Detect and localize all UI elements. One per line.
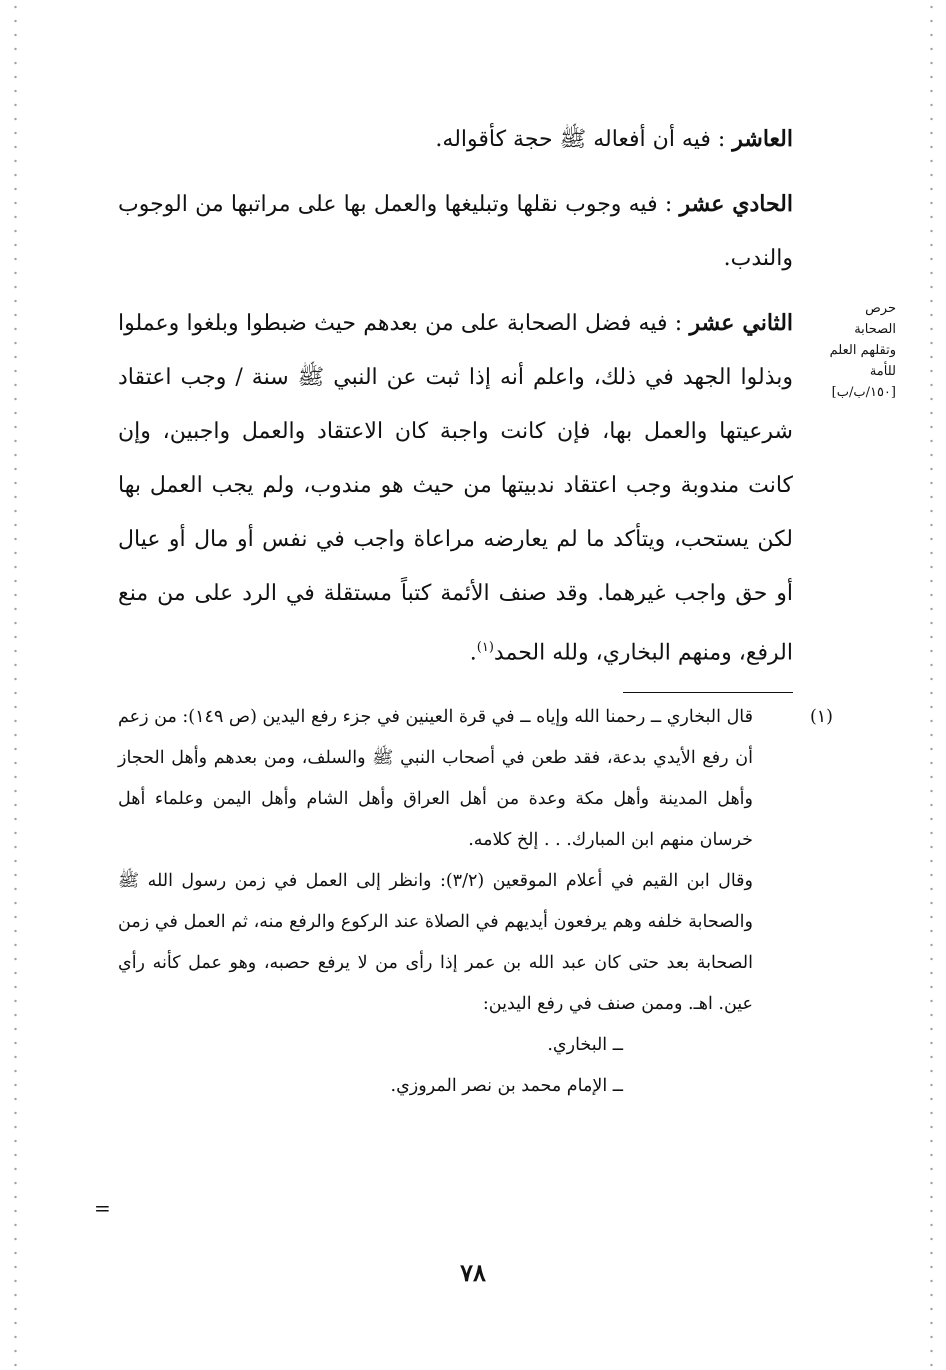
left-edge-scan-dots <box>14 0 17 1370</box>
page-body <box>118 112 833 1107</box>
footnote-author-list <box>118 1025 753 1107</box>
paragraph-eleventh <box>118 177 793 286</box>
page-number: ٧٨ <box>460 1258 486 1287</box>
paragraph-lead: الحادي عشر <box>679 191 793 217</box>
continuation-mark: = <box>94 1196 111 1220</box>
footnote-1 <box>118 697 833 1107</box>
margin-note-line: الصحابة <box>854 322 896 337</box>
list-item: ــ البخاري. <box>547 1035 623 1056</box>
margin-note-line: حرص <box>865 301 896 316</box>
manuscript-folio-ref: [١٥٠/ب/ب] <box>831 385 896 400</box>
paragraph-twelfth <box>118 296 793 680</box>
paragraph-text: : فيه أن أفعاله ﷺ حجة كأقواله. <box>435 127 726 152</box>
footnote-para-1 <box>118 697 833 861</box>
margin-note <box>806 298 896 403</box>
footnote-reference[interactable]: (١) <box>476 640 494 655</box>
footnote-number: (١) <box>809 707 833 728</box>
margin-note-line: وتقلهم العلم <box>829 343 896 358</box>
paragraph-end: . <box>469 640 477 666</box>
footnote-text: قال البخاري ــ رحمنا الله وإياه ــ في قرة العينين في جزء رفع اليدين (ص ١٤٩): من زعم أن رفع الأيدي بدعة، فقد طعن في أصحاب النبي ﷺ والسلف، ومن بعدهم وأهل الحجاز وأهل المدينة وأهل مكة وعدة من أهل العراق وأهل الشام وأهل اليمن وعلماء أهل خرسان منهم ابن المبارك. . . إلخ كلامه. <box>118 707 753 851</box>
footnote-separator <box>623 692 793 693</box>
paragraph-text: : فيه وجوب نقلها وتبليغها والعمل بها على مراتبها من الوجوب والندب. <box>118 192 793 271</box>
paragraph-text: : فيه فضل الصحابة على من بعدهم حيث ضبطوا وبلغوا وعملوا وبذلوا الجهد في ذلك، واعلم أنه إذا ثبت عن النبي ﷺ سنة / وجب اعتقاد شرعيتها والعمل بها، فإن كانت واجبة كان الاعتقاد والعمل واجبين، وإن كانت مندوبة وجب اعتقاد ندبيتها من حيث هو مندوب، ولم يجب العمل بها لكن يستحب، ويتأكد ما لم يعارضه مراعاة واجب في نفس أو مال أو عيال أو حق واجب غيرهما. وقد صنف الأئمة كتباً مستقلة في الرد على من منع الرفع، ومنهم البخاري، ولله الحمد <box>118 311 793 666</box>
paragraph-lead: العاشر <box>732 126 793 152</box>
paragraph-lead: الثاني عشر <box>689 310 794 336</box>
footnote-para-2: وقال ابن القيم في أعلام الموقعين (٣/٢): وانظر إلى العمل في زمن رسول الله ﷺ والصحابة خلفه وهم يرفعون أيديهم في الصلاة عند الركوع والرفع منه، ثم العمل في زمن الصحابة بعد حتى كان عبد الله بن عمر إذا رأى من لا يرفع حصبه، وهو عمل كأنه رأي عين. اهـ. وممن صنف في رفع اليدين: <box>118 871 754 1015</box>
paragraph-tenth <box>118 112 793 167</box>
right-edge-scan-dots <box>930 0 933 1370</box>
list-item: ــ الإمام محمد بن نصر المروزي. <box>390 1076 623 1097</box>
margin-note-line: للأمة <box>869 364 896 379</box>
